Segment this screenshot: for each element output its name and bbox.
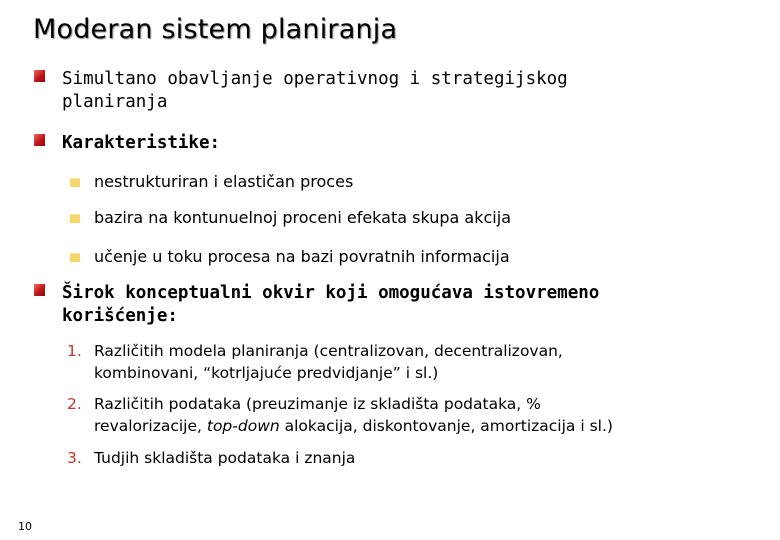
bullet-text [62,68,712,114]
subitem-text: bazira na kontunuelnoj proceni efekata skupa akcija [94,208,511,227]
italic-term: top-down [206,417,280,435]
sub-bullet-square-icon [70,214,80,223]
bullet-square-icon [34,134,45,146]
bullet-text-line1: Karakteristike: [62,133,221,153]
line-part-before: revalorizacije, [94,417,207,435]
bullet-text-line2: korišćenje: [62,306,178,326]
subitem-text: učenje u toku procesa na bazi povratnih informacija [94,247,510,266]
numbered-item-line1: Tudjih skladišta podataka i znanja [94,449,356,467]
bullet-text [62,132,712,155]
sub-bullet-square-icon [70,178,80,187]
numbered-item-line1: Različitih podataka (preuzimanje iz skladišta podataka, % [94,395,541,413]
sub-bullet-square-icon [70,253,80,262]
item-number: 3. [67,449,82,467]
page-number: 10 [18,520,32,533]
bullet-text [62,282,712,328]
bullet-text-line2: planiranja [62,92,168,112]
numbered-item-line2: kombinovani, “kotrljajuće predvidjanje” i sl.) [94,364,439,382]
item-number: 1. [67,342,82,360]
numbered-item-text [94,340,744,384]
line-part-after: alokacija, diskontovanje, amortizacija i sl.) [279,417,613,435]
numbered-item-line1: Različitih modela planiranja (centralizovan, decentralizovan, [94,342,563,360]
slide-title: Moderan sistem planiranja [33,14,398,45]
subitem-text: nestrukturiran i elastičan proces [94,172,354,191]
numbered-item-line2 [94,415,744,437]
numbered-item-text [94,447,744,469]
bullet-square-icon [34,284,45,296]
item-number: 2. [67,395,82,413]
bullet-text-line1: Širok konceptualni okvir koji omogućava istovremeno [62,283,600,303]
bullet-square-icon [34,70,45,82]
numbered-item-text [94,393,744,437]
bullet-text-line1: Simultano obavljanje operativnog i strategijskog [62,69,568,89]
